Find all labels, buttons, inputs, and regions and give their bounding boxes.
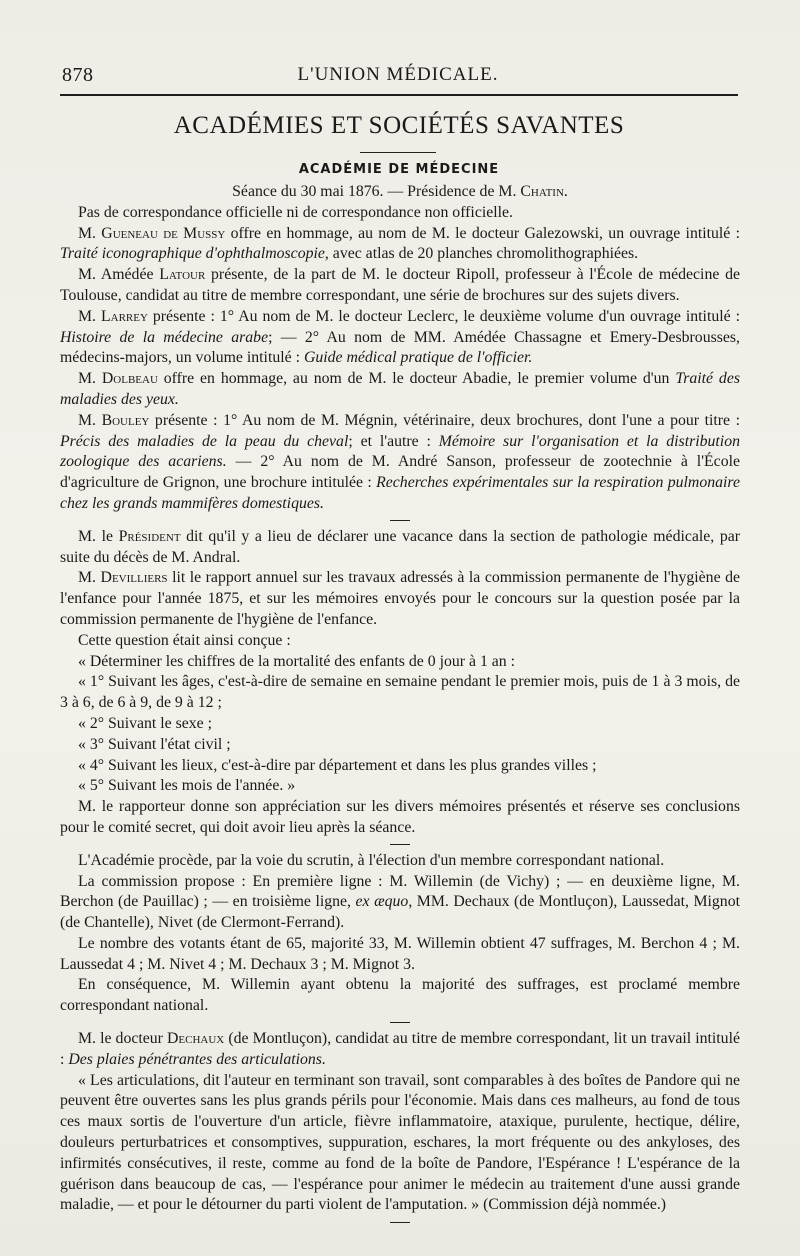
paragraph-question-intro: Cette question était ainsi conçue :	[78, 631, 291, 649]
title-rule	[360, 152, 436, 153]
question-item: « 1° Suivant les âges, c'est-à-dire de semaine en semaine pendant le premier mois, puis de 1 à 3 mois, de 3 à 6, de 6 à 9, de 9 à 12 ;	[60, 673, 740, 712]
separator-rule	[60, 1017, 740, 1029]
paragraph-rapporteur: M. le rapporteur donne son appréciation sur les divers mémoires présentés et réserve ses conclusions pour le comité secret, qui doit avoir lieu après la séance.	[60, 798, 740, 836]
paragraph-dolbeau: M. Dolbeau offre en hommage, au nom de M. le docteur Abadie, le premier volume d'un Traité des maladies des yeux.	[60, 370, 740, 408]
page-number: 878	[62, 64, 94, 86]
section-title: ACADÉMIES ET SOCIÉTÉS SAVANTES	[173, 112, 625, 139]
question-item: « 2° Suivant le sexe ;	[78, 714, 212, 732]
paragraph-election: L'Académie procède, par la voie du scrutin, à l'élection d'un membre correspondant national.	[78, 851, 665, 869]
header-rule	[60, 94, 738, 96]
paragraph-votes: Le nombre des votants étant de 65, majorité 33, M. Willemin obtient 47 suffrages, M. Berchon 4 ; M. Laussedat 4 ; M. Nivet 4 ; M. Dechaux 3 ; M. Mignot 3.	[60, 934, 740, 973]
paragraph-commission: La commission propose : En première ligne : M. Willemin (de Vichy) ; — en deuxième ligne, M. Berchon (de Pauillac) ; — en troisième ligne, ex æquo, MM. Dechaux (de Montluçon), Laussedat, Mignot (de Chantelle), Nivet (de Clermont-Ferrand).	[60, 872, 740, 932]
paragraph-quotation: « Les articulations, dit l'auteur en terminant son travail, sont comparables à des boîtes de Pandore qui ne peuvent être ouvertes sans les plus grands périls pour l'économie. Mais dans ces malheurs, au fond de tous ces maux sortis de l'ouverture d'un article, fièvre inflammatoire, ataxique, purulente, hectique, délire, douleurs perturbatrices et consomptives, suppuration, eschares, la mort fréquente ou des ankyloses, des infirmités consécutives, il reste, comme au fond de la boîte de Pandore, l'Espérance ! L'espérance de la guérison dans beaucoup de cas, — l'espérance pour animer le médecin au traitement d'une aussi grande maladie, — et pour le détourner du parti violent de l'amputation. » (Commission déjà nommée.)	[60, 1071, 740, 1214]
article-body	[60, 182, 740, 1216]
running-title: L'UNION MÉDICALE.	[297, 64, 499, 85]
session-line: Séance du 30 mai 1876. — Présidence de M. Chatin.	[232, 183, 568, 200]
paragraph-dechaux: M. le docteur Dechaux (de Montluçon), candidat au titre de membre correspondant, lit un travail intitulé : Des plaies pénétrantes des articulations.	[60, 1030, 740, 1068]
paragraph-proclamation: En conséquence, M. Willemin ayant obtenu la majorité des suffrages, est proclamé membre correspondant national.	[60, 976, 740, 1015]
question-item: « 5° Suivant les mois de l'année. »	[78, 777, 296, 795]
paragraph-bouley: M. Bouley présente : 1° Au nom de M. Mégnin, vétérinaire, deux brochures, dont l'une a pour titre : Précis des maladies de la peau du cheval; et l'autre : Mémoire sur l'organisation et la distribution zoologique des acariens. — 2° Au nom de M. André Sanson, professeur de zootechnie à l'École d'agriculture de Grignon, une brochure intitulée : Recherches expérimentales sur la respiration pulmonaire chez les grands mammifères domestiques.	[60, 411, 740, 512]
end-rule	[390, 1222, 410, 1223]
question-item: « 3° Suivant l'état civil ;	[78, 735, 231, 753]
paragraph-gueneau: M. Gueneau de Mussy offre en hommage, au nom de M. le docteur Galezowski, un ouvrage intitulé : Traité iconographique d'ophthalmoscopie, avec atlas de 20 planches chromolithographiées.	[60, 224, 740, 263]
paragraph-latour: M. Amédée Latour présente, de la part de M. le docteur Ripoll, professeur à l'École de médecine de Toulouse, candidat au titre de membre correspondant, une série de brochures sur des sujets divers.	[60, 266, 740, 304]
separator-rule	[60, 839, 740, 851]
question-item: « Déterminer les chiffres de la mortalité des enfants de 0 jour à 1 an :	[78, 652, 516, 670]
running-head	[62, 62, 734, 88]
paragraph-correspondance: Pas de correspondance officielle ni de correspondance non officielle.	[78, 203, 513, 221]
paragraph-president: M. le Président dit qu'il y a lieu de déclarer une vacance dans la section de pathologie médicale, par suite du décès de M. Andral.	[60, 527, 740, 566]
subsection-title: ACADÉMIE DE MÉDECINE	[298, 162, 500, 177]
question-item: « 4° Suivant les lieux, c'est-à-dire par département et dans les plus grandes villes ;	[78, 756, 597, 774]
paragraph-devilliers: M. Devilliers lit le rapport annuel sur les travaux adressés à la commission permanente de l'hygiène de l'enfance pour l'année 1875, et sur les mémoires envoyés pour le concours sur la question posée par la commission permanente de l'hygiène de l'enfance.	[60, 569, 741, 628]
separator-rule	[60, 515, 740, 527]
paragraph-larrey: M. Larrey présente : 1° Au nom de M. le docteur Leclerc, le deuxième volume d'un ouvrage intitulé : Histoire de la médecine arabe; — 2° Au nom de MM. Amédée Chassagne et Emery-Desbrousses, médecins-majors, un volume intitulé : Guide médical pratique de l'officier.	[60, 307, 740, 367]
